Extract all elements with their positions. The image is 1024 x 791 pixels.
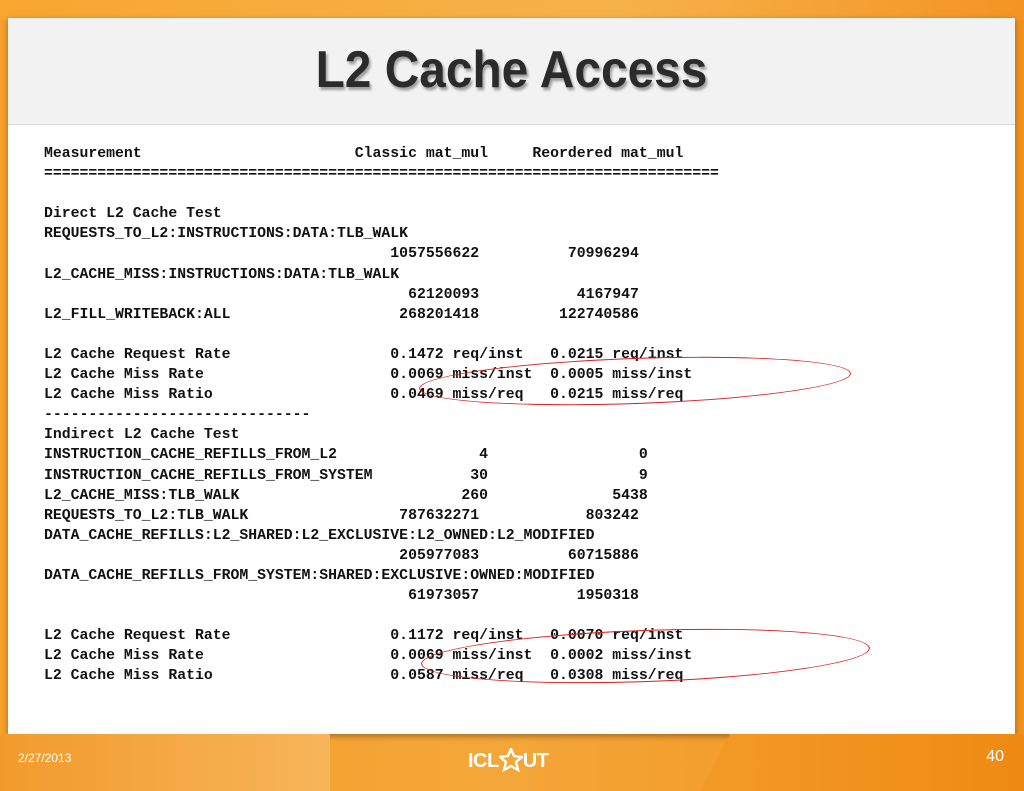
logo-mark-icon — [499, 748, 523, 774]
code-line: 1057556622 70996294 — [44, 246, 639, 263]
code-line: DATA_CACHE_REFILLS_FROM_SYSTEM:SHARED:EXCLUSIVE:OWNED:MODIFIED — [44, 567, 595, 584]
code-line: L2 Cache Request Rate 0.1172 req/inst 0.0070 req/inst — [44, 628, 684, 645]
code-line: Measurement Classic mat_mul Reordered mat_mul — [44, 146, 684, 162]
code-line: L2 Cache Miss Rate 0.0069 miss/inst 0.0002 miss/inst — [44, 648, 693, 665]
code-line: 205977083 60715886 — [44, 547, 639, 564]
code-line: ============================================================================ — [44, 166, 719, 183]
code-line — [44, 606, 719, 626]
code-line: INSTRUCTION_CACHE_REFILLS_FROM_SYSTEM 30 9 — [44, 467, 648, 484]
footer — [0, 734, 1024, 791]
code-block — [44, 144, 719, 687]
code-line: Direct L2 Cache Test — [44, 206, 222, 223]
code-line: L2 Cache Miss Ratio 0.0587 miss/req 0.0308 miss/req — [44, 668, 684, 685]
slide-date: 2/27/2013 — [18, 751, 72, 765]
code-line: L2 Cache Request Rate 0.1472 req/inst 0.0215 req/inst — [44, 346, 684, 363]
code-line: ------------------------------ — [44, 407, 311, 424]
slide — [8, 18, 1015, 734]
code-line: L2_FILL_WRITEBACK:ALL 268201418 122740586 — [44, 306, 639, 323]
top-band — [0, 0, 1024, 20]
code-line: L2_CACHE_MISS:TLB_WALK 260 5438 — [44, 487, 648, 504]
code-line: L2_CACHE_MISS:INSTRUCTIONS:DATA:TLB_WALK — [44, 266, 400, 283]
code-line: DATA_CACHE_REFILLS:L2_SHARED:L2_EXCLUSIVE:L2_OWNED:L2_MODIFIED — [44, 527, 595, 544]
page-number: 40 — [986, 748, 1004, 765]
footer-decoration-right — [700, 734, 1024, 791]
code-line: Indirect L2 Cache Test — [44, 427, 240, 444]
code-line: INSTRUCTION_CACHE_REFILLS_FROM_L2 4 0 — [44, 447, 648, 464]
slide-title: L2 Cache Access — [315, 41, 708, 99]
logo-text-left: ICL — [468, 749, 499, 772]
code-line: L2 Cache Miss Rate 0.0069 miss/inst 0.0005 miss/inst — [44, 367, 693, 384]
code-line: REQUESTS_TO_L2:TLB_WALK 787632271 803242 — [44, 507, 639, 524]
code-line: REQUESTS_TO_L2:INSTRUCTIONS:DATA:TLB_WALK — [44, 226, 409, 243]
icl-ut-logo — [468, 747, 548, 775]
code-line: 62120093 4167947 — [44, 286, 639, 303]
code-line: 61973057 1950318 — [44, 588, 639, 605]
code-line — [44, 325, 719, 345]
title-bar — [8, 18, 1015, 125]
code-line — [44, 184, 719, 204]
code-line: L2 Cache Miss Ratio 0.0469 miss/req 0.0215 miss/req — [44, 387, 684, 404]
logo-text-right: UT — [522, 749, 549, 772]
